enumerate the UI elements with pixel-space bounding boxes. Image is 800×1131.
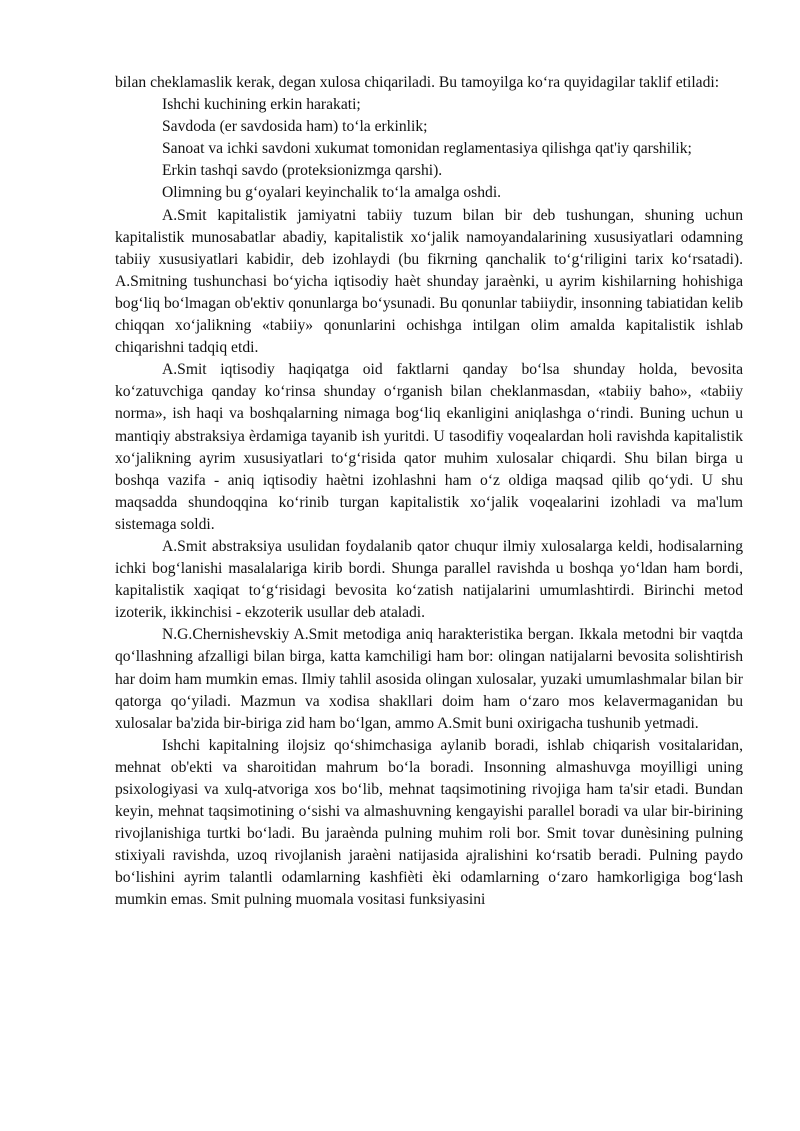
paragraph: A.Smit kapitalistik jamiyatni tabiiy tuzum bilan bir deb tushungan, shuning uchun kapitalistik munosabatlar abadiy, kapitalistik xo‘jalik namoyandalarining xususiyatlari odamning tabiiy xususiyatlari kabidir, deb izohlaydi (bu fikrning qanchalik to‘g‘riligini tarix ko‘rsatadi). A.Smitning tushunchasi bo‘yicha iqtisodiy haèt shunday jaraènki, u ayrim kishilarning hohishiga bog‘liq bo‘lmagan ob'ektiv qonunlarga bo‘ysunadi. Bu qonunlar tabiiydir, insonning tabiatidan kelib chiqqan xo‘jalikning «tabiiy» qonunlarini ochishga intilgan olim amalda kapitalistik ishlab chiqarishni tadqiq etdi.: [115, 206, 743, 357]
paragraph: A.Smit abstraksiya usulidan foydalanib qator chuqur ilmiy xulosalarga keldi, hodisalarning ichki bog‘lanishi masalalariga kirib bordi. Shunga parallel ravishda u boshqa yo‘ldan ham bordi, kapitalistik xaqiqat to‘g‘risidagi bevosita ko‘zatish natijalarini umumlashtirdi. Birinchi metod izoterik, ikkinchisi - ekzoterik usullar deb ataladi.: [115, 537, 743, 622]
list-item: Erkin tashqi savdo (proteksionizmga qarshi).: [162, 162, 443, 180]
paragraph: N.G.Chernishevskiy A.Smit metodiga aniq harakteristika bergan. Ikkala metodni bir vaqtda qo‘llashning afzalligi bilan birga, katta kamchiligi ham bor: olingan natijalarni bevosita solishtirish har doim ham mumkin emas. Ilmiy tahlil asosida olingan xulosalar, yuzaki umumlashmalar bilan bir qatorga qo‘yiladi. Mazmun va xodisa shakllari doim ham o‘zaro mos kelavermaganidan bu xulosalar ba'zida bir-biriga zid ham bo‘lgan, ammo A.Smit buni oxirigacha tushunib yetmadi.: [115, 626, 743, 732]
paragraph-continuation: bilan cheklamaslik kerak, degan xulosa chiqariladi. Bu tamoyilga ko‘ra quyidagilar taklif etiladi:: [115, 74, 720, 91]
paragraph: A.Smit iqtisodiy haqiqatga oid faktlarni qanday bo‘lsa shunday holda, bevosita ko‘zatuvchiga qanday ko‘rinsa shunday o‘rganish bilan cheklanmasdan, «tabiiy baho», «tabiiy norma», ish haqi va boshqalarning nimaga bog‘liq ekanligini aniqlashga o‘rindi. Buning uchun u mantiqiy abstraksiya èrdamiga tayanib ish yuritdi. U tasodifiy voqealardan holi ravishda kapitalistik xo‘jalikning ayrim xususiyatlari to‘g‘risida qator muhim xulosalar chiqardi. Shu bilan birga u boshqa vazifa - aniq iqtisodiy haètni izohlashni ham o‘z oldiga maqsad qilib qo‘ydi. U shu maqsadda shundoqqina ko‘rinib turgan kapitalistik xo‘jalik voqealarini izohladi va ma'lum sistemaga soldi.: [115, 361, 743, 533]
paragraph: Ishchi kapitalning ilojsiz qo‘shimchasiga aylanib boradi, ishlab chiqarish vositalaridan, mehnat ob'ekti va sharoitidan mahrum bo‘la boradi. Insonning almashuvga moyilligi uning psixologiyasi va xulq-atvoriga xos bo‘lib, mehnat taqsimotining rivojiga ham ta'sir etadi. Bundan keyin, mehnat taqsimotining o‘sishi va almashuvning kengayishi parallel boradi va ular bir-birining rivojlanishiga turtki bo‘ladi. Bu jaraènda pulning muhim roli bor. Smit tovar dunèsining pulning stixiyali ravishda, uzoq rivojlanish jaraèni natijasida ajralishini ko‘rsatib beradi. Pulning paydo bo‘lishini ayrim talantli odamlarning kashfièti èki odamlarning o‘zaro hamkorligiga bog‘lash mumkin emas. Smit pulning muomala vositasi funksiyasini: [115, 736, 743, 909]
document-page: [115, 72, 743, 912]
list-item: Sanoat va ichki savdoni xukumat tomonidan reglamentasiya qilishga qat'iy qarshilik;: [162, 140, 692, 158]
list-item: Savdoda (er savdosida ham) to‘la erkinlik;: [162, 118, 428, 136]
list-item: Ishchi kuchining erkin harakati;: [162, 96, 361, 114]
paragraph: Olimning bu g‘oyalari keyinchalik to‘la amalga oshdi.: [162, 184, 502, 202]
